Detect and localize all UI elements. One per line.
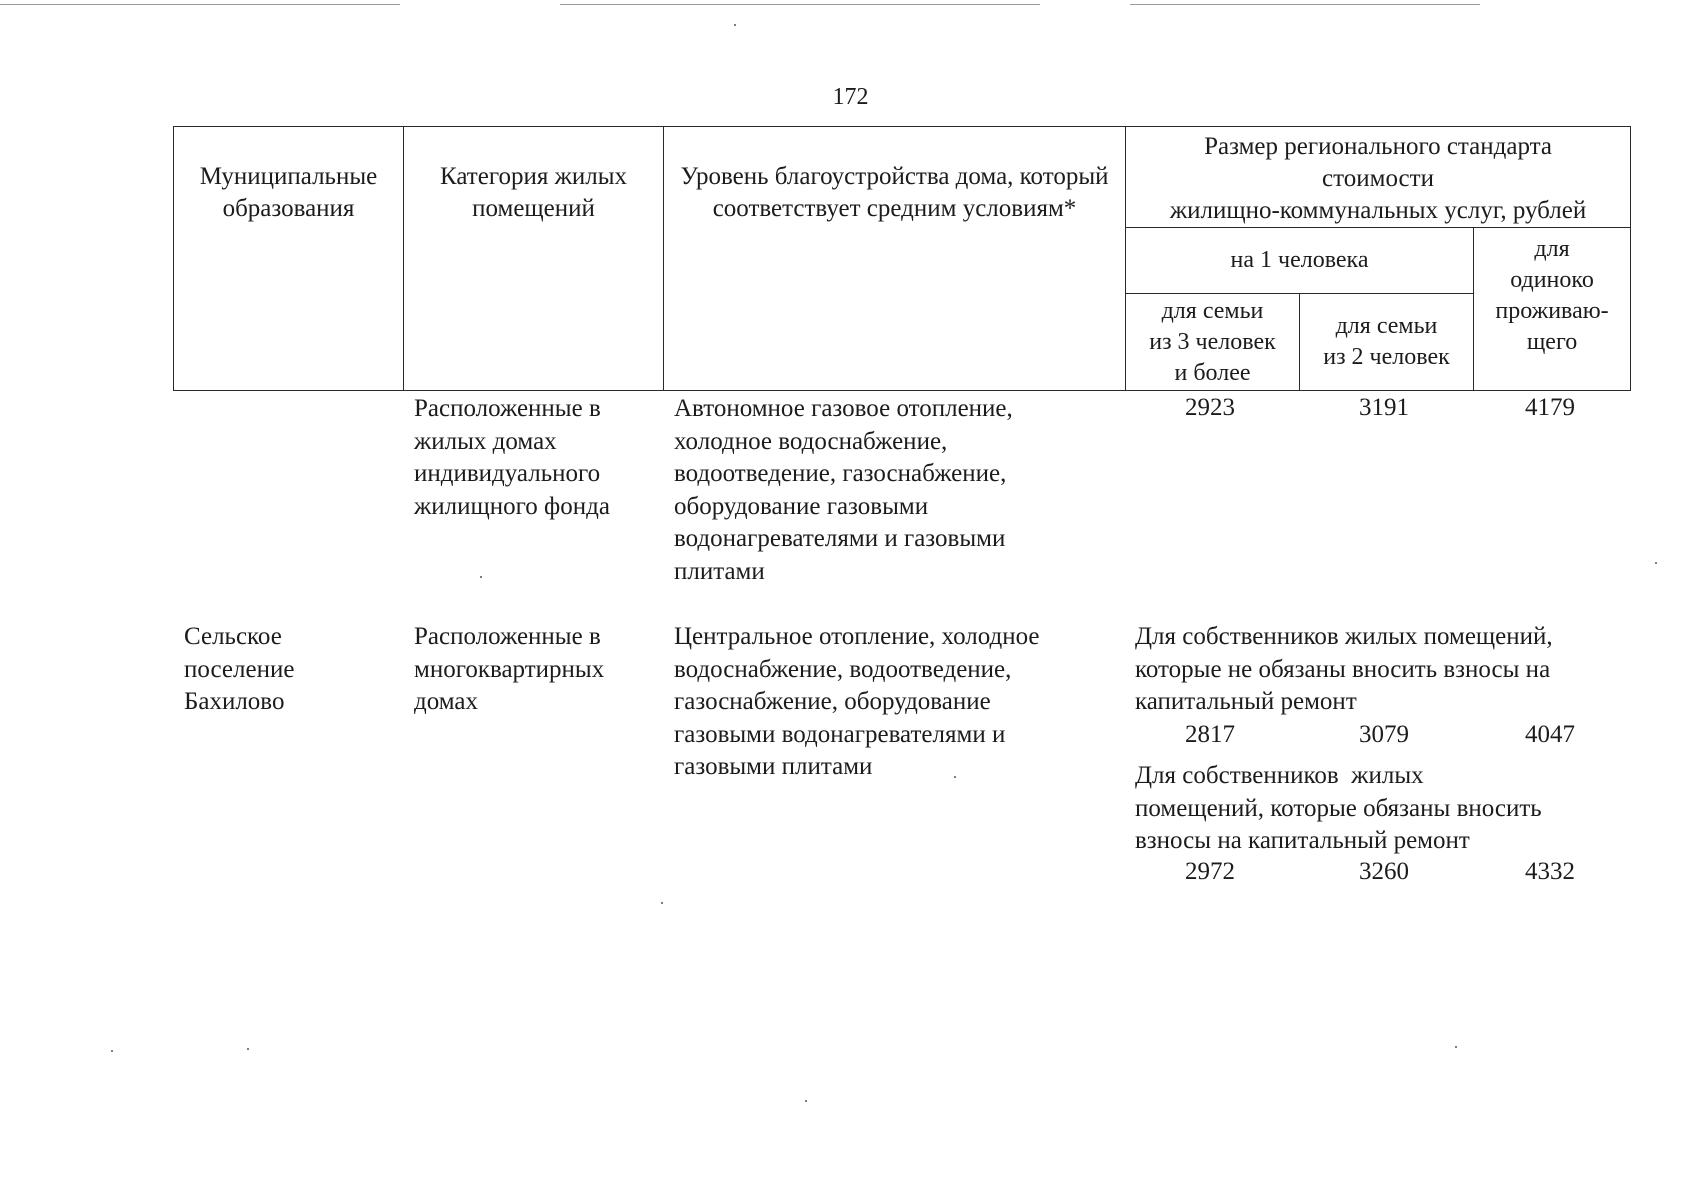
row2-group2-value-family-3: 2972: [1185, 858, 1235, 885]
scan-speck: [1655, 562, 1657, 564]
row2-group1-value-family-3: 2817: [1185, 721, 1235, 748]
header-level: Уровень благоустройства дома, который соответствует средним условиям*: [664, 127, 1126, 391]
scan-speck: [661, 902, 663, 904]
row2-group2-value-single: 4332: [1525, 858, 1575, 885]
scan-speck: [247, 1048, 249, 1050]
page-number: 172: [832, 84, 869, 110]
header-family-3: для семьи из 3 человек и более: [1126, 294, 1300, 391]
scan-speck: [805, 1100, 807, 1102]
header-table: [173, 126, 1631, 391]
row1-level: Автономное газовое отопление, холодное водоснабжение, водоотведение, газоснабжение, оборудование газовыми водонагревателями и газовыми плитами: [674, 395, 1013, 585]
row2-group1-value-family-2: 3079: [1359, 721, 1409, 748]
row2-note-capital-repair: Для собственников жилых помещений, которые обязаны вносить взносы на капитальный ремонт: [1135, 762, 1542, 854]
row2-note-no-capital-repair: Для собственников жилых помещений, которые не обязаны вносить взносы на капитальный ремонт: [1135, 623, 1553, 715]
row2-group1-value-single: 4047: [1525, 721, 1575, 748]
row1-value-family-2: 3191: [1359, 394, 1409, 421]
scan-edge-line: [0, 4, 400, 5]
row1-category: Расположенные в жилых домах индивидуального жилищного фонда: [414, 395, 610, 520]
scan-speck: [734, 24, 736, 26]
header-municipality: Муниципальные образования: [174, 127, 404, 391]
row1-value-family-3: 2923: [1185, 394, 1235, 421]
header-per-person: на 1 человека: [1126, 228, 1474, 294]
scan-edge-line: [560, 4, 1040, 5]
header-single: для одиноко проживаю- щего: [1474, 228, 1631, 391]
scan-edge-line: [1130, 4, 1480, 5]
scan-speck: [111, 1050, 113, 1052]
row2-group2-value-family-2: 3260: [1359, 858, 1409, 885]
header-category: Категория жилых помещений: [404, 127, 664, 391]
scan-speck: [954, 776, 956, 778]
row2-municipality: Сельское поселение Бахилово: [184, 623, 295, 715]
scan-speck: [480, 576, 482, 578]
row2-category: Расположенные в многоквартирных домах: [414, 623, 605, 715]
row2-level: Центральное отопление, холодное водоснабжение, водоотведение, газоснабжение, оборудование газовыми водонагревателями и газовыми плитами: [674, 623, 1040, 780]
header-family-2: для семьи из 2 человек: [1300, 294, 1474, 391]
row1-value-single: 4179: [1525, 394, 1575, 421]
scan-speck: [1455, 1046, 1457, 1048]
header-standard-size: Размер регионального стандарта стоимости жилищно-коммунальных услуг, рублей: [1126, 127, 1631, 228]
